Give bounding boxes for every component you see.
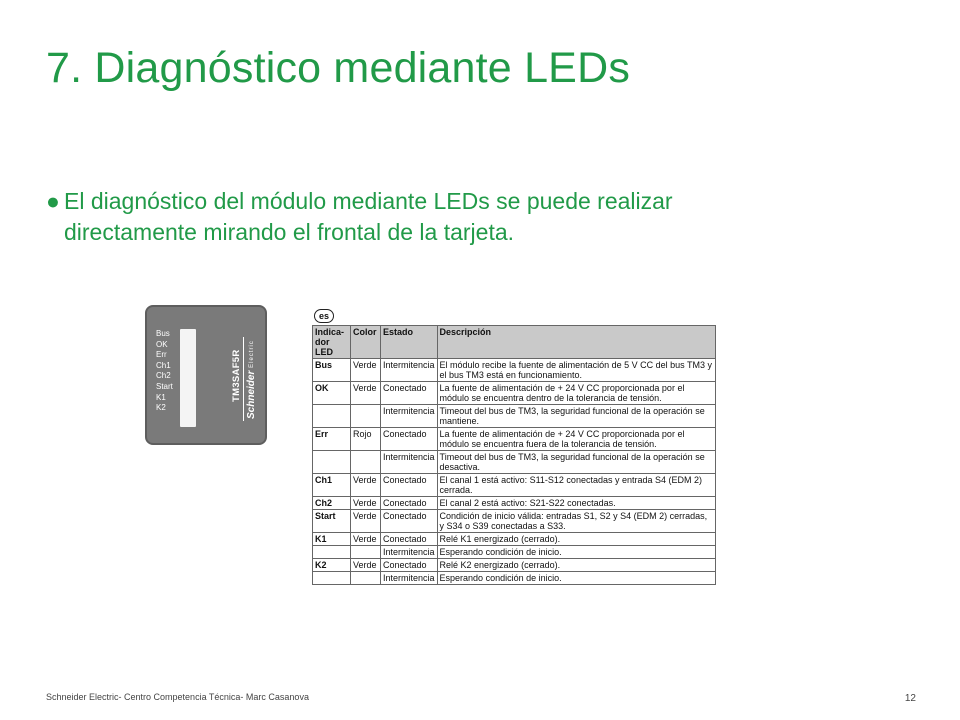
cell-description: La fuente de alimentación de + 24 V CC proporcionada por el módulo se encuentra fuera de la tolerancia de tensión. (437, 428, 715, 451)
bullet-text-line-2: directamente mirando el frontal de la tarjeta. (64, 219, 515, 245)
cell-indicator (313, 451, 351, 474)
table-row (313, 451, 716, 474)
cell-state: Conectado (381, 474, 438, 497)
language-badge: es (314, 309, 334, 323)
cell-indicator (313, 405, 351, 428)
cell-indicator (313, 572, 351, 585)
cell-color (351, 405, 381, 428)
module-front-panel (145, 305, 267, 445)
led-label: OK (156, 339, 168, 349)
led-label: Bus (156, 329, 170, 338)
page-number: 12 (904, 693, 916, 704)
cell-color: Verde (351, 533, 381, 546)
cell-description: Esperando condición de inicio. (437, 572, 715, 585)
slide-title: 7. Diagnóstico mediante LEDs (46, 44, 631, 92)
cell-indicator: Ch1 (313, 474, 351, 497)
cell-description: El canal 1 está activo: S11-S12 conectadas y entrada S4 (EDM 2) cerrada. (437, 474, 715, 497)
cell-state: Intermitencia (381, 572, 438, 585)
table-header-row (313, 326, 716, 359)
cell-description: Condición de inicio válida: entradas S1, S2 y S4 (EDM 2) cerradas, y S34 o S39 conectadas a S33. (437, 510, 715, 533)
cell-description: La fuente de alimentación de + 24 V CC proporcionada por el módulo se encuentra dentro de la tolerancia de tensión. (437, 382, 715, 405)
table-row (313, 428, 716, 451)
brand-sub: Electric (249, 340, 255, 368)
cell-description: Relé K2 energizado (cerrado). (437, 559, 715, 572)
cell-description: Esperando condición de inicio. (437, 546, 715, 559)
cell-indicator: Err (313, 428, 351, 451)
led-label: Err (156, 350, 167, 360)
brand-name: Schneider (246, 370, 257, 419)
cell-state: Conectado (381, 497, 438, 510)
footer-text: Schneider Electric- Centro Competencia Técnica- Marc Casanova (46, 692, 309, 702)
cell-indicator: Bus (313, 359, 351, 382)
led-diagnostic-table (312, 325, 716, 585)
cell-state: Conectado (381, 533, 438, 546)
cell-color (351, 572, 381, 585)
cell-indicator: K2 (313, 559, 351, 572)
table-row (313, 533, 716, 546)
table-body (313, 359, 716, 585)
bullet-text-line-1: El diagnóstico del módulo mediante LEDs se puede realizar (64, 188, 673, 214)
table-row (313, 497, 716, 510)
cell-state: Intermitencia (381, 359, 438, 382)
led-label: Ch2 (156, 371, 171, 381)
table-row (313, 559, 716, 572)
cell-indicator: OK (313, 382, 351, 405)
cell-color: Verde (351, 497, 381, 510)
brand-logo (246, 340, 260, 419)
bullet-point (46, 186, 806, 248)
cell-description: Timeout del bus de TM3, la seguridad funcional de la operación se mantiene. (437, 405, 715, 428)
table-row (313, 510, 716, 533)
table-row (313, 546, 716, 559)
header-state: Estado (381, 326, 438, 359)
cell-description: El canal 2 está activo: S21-S22 conectadas. (437, 497, 715, 510)
led-label-list (156, 329, 173, 414)
cell-indicator (313, 546, 351, 559)
bullet-marker: ● (46, 188, 60, 214)
table-row (313, 474, 716, 497)
cell-state: Conectado (381, 559, 438, 572)
led-label: K2 (156, 403, 166, 413)
header-indicator (313, 326, 351, 359)
table-row (313, 572, 716, 585)
cell-state: Intermitencia (381, 451, 438, 474)
cell-state: Intermitencia (381, 546, 438, 559)
table-row (313, 382, 716, 405)
cell-color (351, 546, 381, 559)
cell-state: Intermitencia (381, 405, 438, 428)
table-row (313, 359, 716, 382)
led-label: Ch1 (156, 360, 171, 370)
cell-description: Relé K1 energizado (cerrado). (437, 533, 715, 546)
led-label: Start (156, 381, 173, 391)
header-color: Color (351, 326, 381, 359)
cell-color: Verde (351, 359, 381, 382)
led-label: K1 (156, 392, 166, 402)
cell-color: Verde (351, 474, 381, 497)
header-description: Descripción (437, 326, 715, 359)
table-row (313, 405, 716, 428)
header-indicator-line1: Indica- (315, 327, 345, 337)
cell-color: Rojo (351, 428, 381, 451)
cell-state: Conectado (381, 510, 438, 533)
cell-color: Verde (351, 559, 381, 572)
cell-color: Verde (351, 510, 381, 533)
cell-description: Timeout del bus de TM3, la seguridad funcional de la operación se desactiva. (437, 451, 715, 474)
cell-color (351, 451, 381, 474)
brand-divider (243, 337, 244, 421)
module-model-label: TM3SAF5R (231, 349, 242, 402)
cell-state: Conectado (381, 428, 438, 451)
cell-description: El módulo recibe la fuente de alimentación de 5 V CC del bus TM3 y el bus TM3 está en funcionamiento. (437, 359, 715, 382)
led-window (180, 329, 196, 427)
cell-indicator: Ch2 (313, 497, 351, 510)
cell-color: Verde (351, 382, 381, 405)
header-indicator-line2: dor LED (315, 337, 333, 357)
cell-indicator: Start (313, 510, 351, 533)
cell-state: Conectado (381, 382, 438, 405)
cell-indicator: K1 (313, 533, 351, 546)
